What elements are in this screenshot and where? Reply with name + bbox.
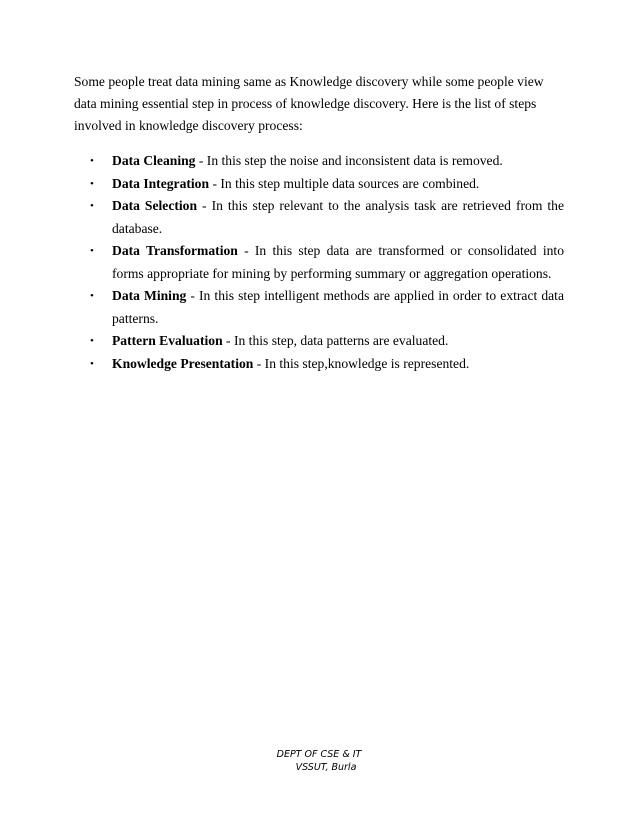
footer-department: DEPT OF CSE & IT — [276, 749, 362, 760]
page-footer — [0, 748, 638, 774]
step-term: Data Selection — [112, 198, 198, 213]
step-term: Data Mining — [112, 288, 187, 303]
list-item — [74, 285, 564, 330]
list-item — [74, 150, 564, 173]
step-description: - In this step multiple data sources are combined. — [209, 175, 480, 191]
footer-institution: VSSUT, Burla — [295, 762, 357, 773]
bullet-icon: • — [90, 335, 94, 347]
kdd-steps-list — [74, 150, 564, 375]
bullet-icon: • — [90, 245, 94, 257]
bullet-icon: • — [90, 155, 94, 167]
list-item — [74, 195, 564, 240]
step-description: - In this step data are transformed or consolidated into forms appropriate for mining by performing summary or aggregation operations. — [112, 243, 564, 281]
intro-paragraph: Some people treat data mining same as Knowledge discovery while some people view data mining essential step in process of knowledge discovery. Here is the list of steps involved in knowledge discovery process: — [74, 74, 544, 133]
step-description: - In this step relevant to the analysis task are retrieved from the database. — [112, 198, 564, 236]
step-description: - In this step,knowledge is represented. — [253, 355, 470, 371]
bullet-icon: • — [90, 177, 94, 190]
bullet-icon: • — [90, 357, 94, 370]
step-term: Data Integration — [112, 175, 210, 191]
step-term: Pattern Evaluation — [112, 333, 223, 348]
list-item — [74, 330, 564, 353]
bullet-icon: • — [90, 290, 94, 302]
list-item — [74, 353, 564, 376]
step-description: - In this step the noise and inconsistent data is removed. — [195, 153, 503, 168]
step-term: Data Cleaning — [112, 153, 196, 168]
step-description: - In this step, data patterns are evaluated. — [222, 333, 449, 348]
step-term: Data Transformation — [112, 243, 238, 258]
step-description: - In this step intelligent methods are applied in order to extract data patterns. — [112, 288, 564, 326]
list-item — [74, 240, 564, 285]
bullet-icon: • — [90, 200, 94, 212]
list-item — [74, 173, 564, 196]
step-term: Knowledge Presentation — [112, 355, 254, 371]
